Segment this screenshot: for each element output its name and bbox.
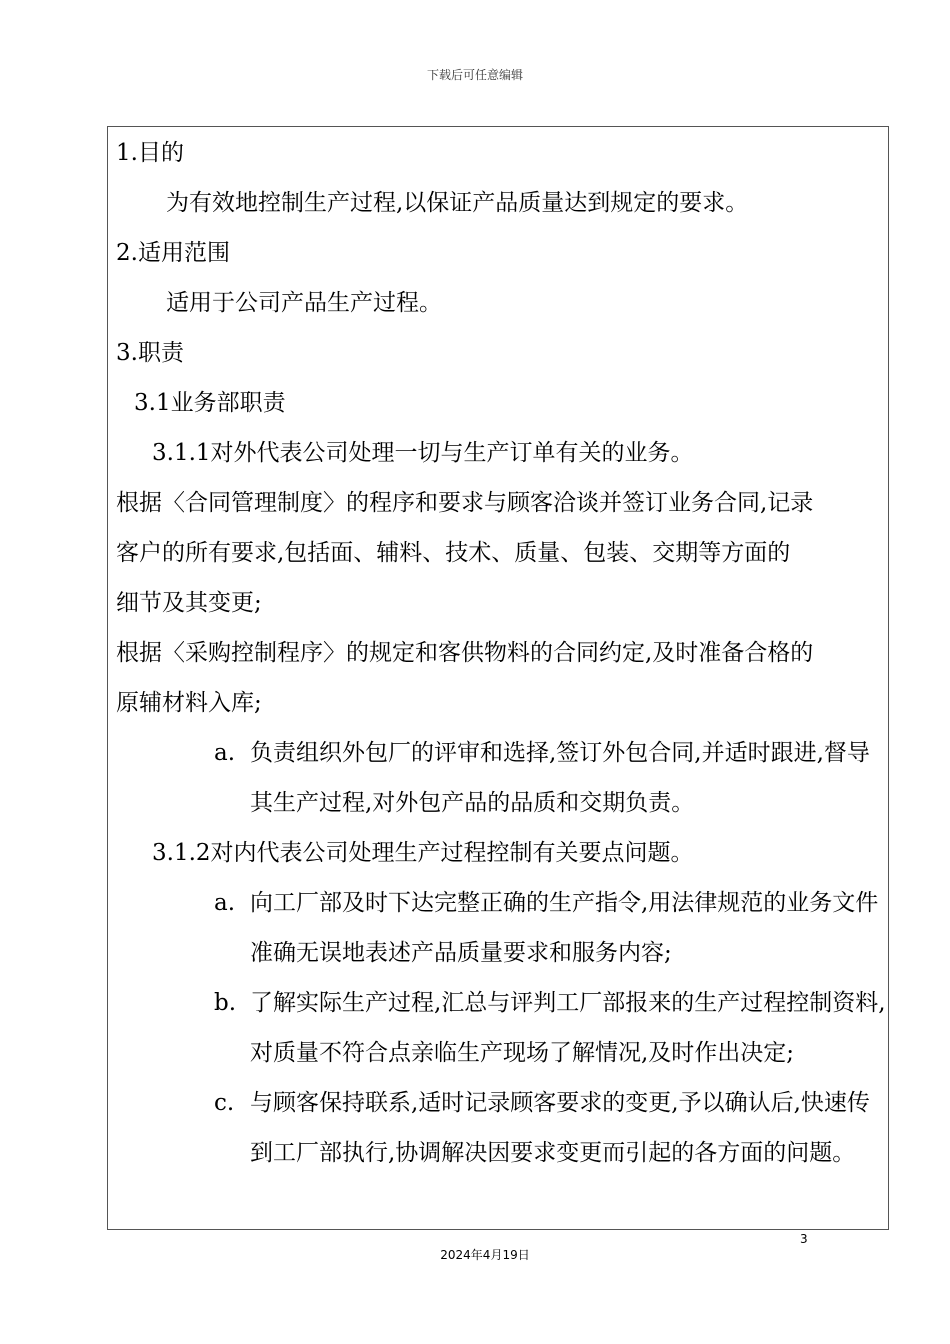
list-item-text: 负责组织外包厂的评审和选择,签订外包合同,并适时跟进,督导其生产过程,对外包产品的品质和交期负责。 [250,740,870,816]
document-body [116,128,886,1178]
paragraph-2-line-1: 根据〈采购控制程序〉的规定和客供物料的合同约定,及时准备合格的 [116,640,814,666]
list-item-text: 了解实际生产过程,汇总与评判工厂部报来的生产过程控制资料,对质量不符合点亲临生产现场了解情况,及时作出决定; [250,990,886,1066]
list-item-3-1-2-c [116,1078,886,1178]
section-3-1-2-heading: 3.1.2对内代表公司处理生产过程控制有关要点问题。 [152,840,694,866]
list-item-text: 与顾客保持联系,适时记录顾客要求的变更,予以确认后,快速传到工厂部执行,协调解决因要求变更而引起的各方面的问题。 [250,1090,870,1166]
list-marker: c. [214,1090,235,1116]
section-1-heading: 1.目的 [116,140,184,166]
section-3-1-heading: 3.1业务部职责 [134,390,286,416]
paragraph-1-line-3: 细节及其变更; [116,590,262,616]
page-number: 3 [800,1232,808,1246]
header-note: 下载后可任意编辑 [426,68,523,82]
list-item-3-1-2-b [116,978,886,1078]
section-3-1-1-heading: 3.1.1对外代表公司处理一切与生产订单有关的业务。 [152,440,694,466]
list-item-3-1-2-a [116,878,886,978]
section-3-heading: 3.职责 [116,340,184,366]
list-item-3-1-1-a [116,728,886,828]
section-2-text: 适用于公司产品生产过程。 [166,290,442,316]
paragraph-2-line-2: 原辅材料入库; [116,690,262,716]
section-1-text: 为有效地控制生产过程,以保证产品质量达到规定的要求。 [166,190,749,216]
paragraph-1-line-2: 客户的所有要求,包括面、辅料、技术、质量、包装、交期等方面的 [116,540,791,566]
section-2-heading: 2.适用范围 [116,240,230,266]
list-item-text: 向工厂部及时下达完整正确的生产指令,用法律规范的业务文件准确无误地表述产品质量要求和服务内容; [250,890,879,966]
list-marker: b. [214,990,237,1016]
list-marker: a. [214,890,236,916]
footer-date: 2024年4月19日 [440,1248,530,1262]
paragraph-1-line-1: 根据〈合同管理制度〉的程序和要求与顾客洽谈并签订业务合同,记录 [116,490,814,516]
list-marker: a. [214,740,236,766]
